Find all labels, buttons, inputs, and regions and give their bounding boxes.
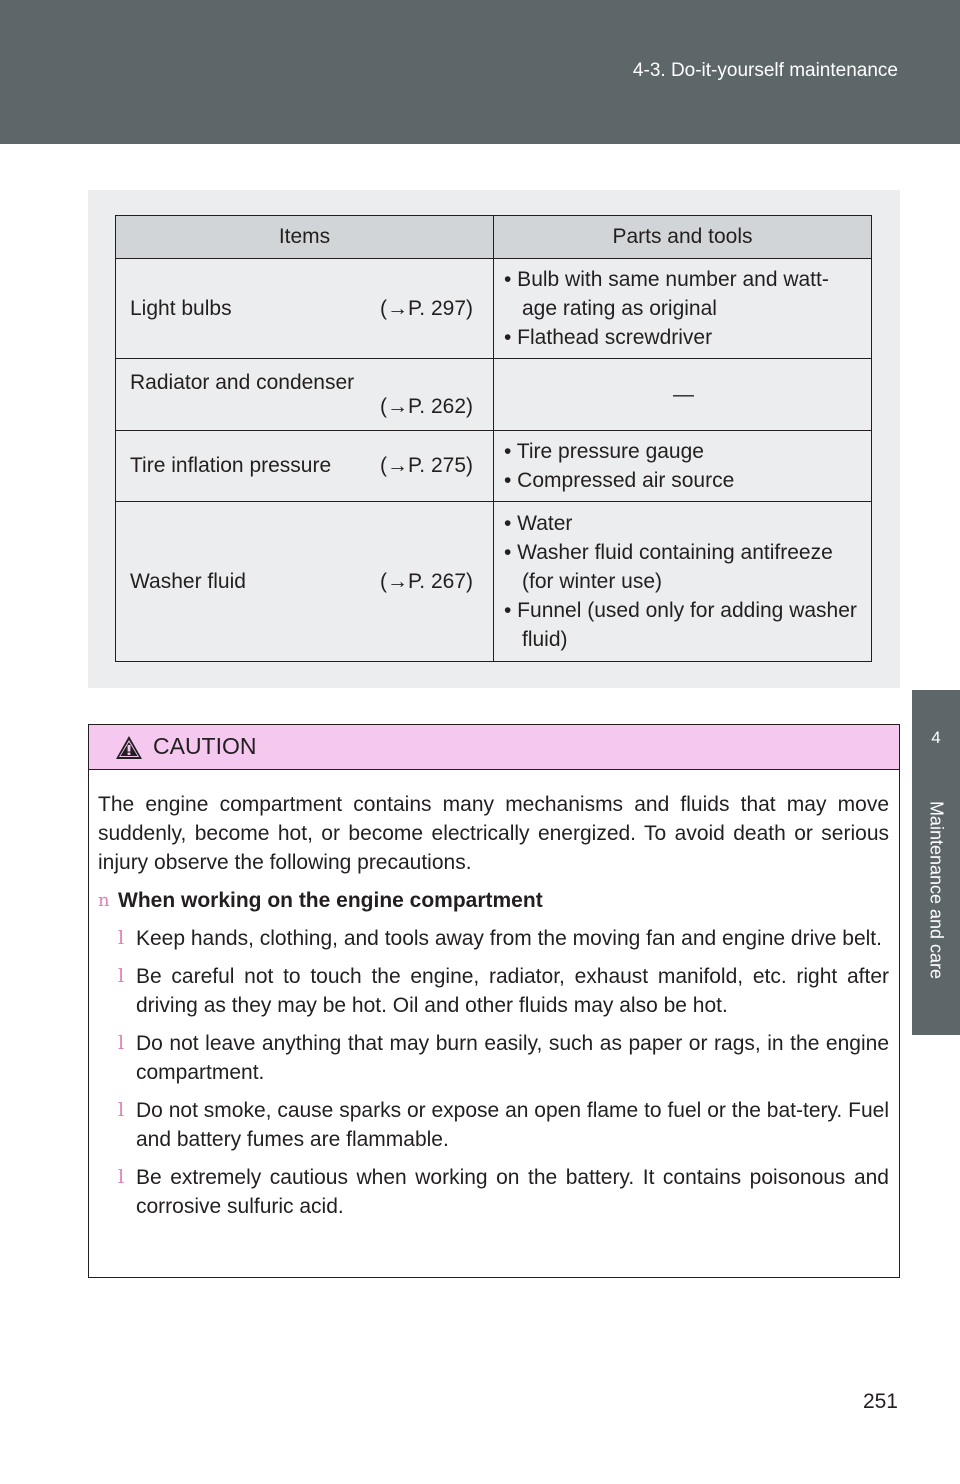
item-bullet-icon: l xyxy=(118,965,125,987)
caution-body xyxy=(89,770,899,1221)
page-reference: (→P. 267) xyxy=(380,569,473,593)
page-number: 251 xyxy=(862,1390,898,1413)
page-reference: (→P. 297) xyxy=(380,296,473,320)
caution-item-text: Be extremely cautious when working on the battery. It contains poisonous and corrosive sulfuric acid. xyxy=(136,1166,889,1218)
item-bullet-icon: l xyxy=(118,1099,125,1121)
item-cell xyxy=(116,431,494,502)
caution-item-text: Do not smoke, cause sparks or expose an open flame to fuel or the bat-tery. Fuel and battery fumes are flammable. xyxy=(136,1099,889,1151)
caution-box xyxy=(88,724,900,1278)
warning-triangle-icon xyxy=(114,734,144,766)
table-header-row xyxy=(116,216,872,259)
caution-header xyxy=(89,725,899,770)
section-bullet-icon: n xyxy=(98,890,110,911)
column-header-parts: Parts and tools xyxy=(494,216,872,259)
caution-item xyxy=(98,1029,889,1087)
caution-intro: The engine compartment contains many mechanisms and fluids that may move suddenly, become hot, or become electrically energized. To avoid death or serious injury observe the following precautions. xyxy=(98,793,889,874)
item-bullet-icon: l xyxy=(118,927,125,949)
page-reference: (→P. 275) xyxy=(380,454,473,477)
tool-item: • Funnel (used only for adding washer fluid) xyxy=(504,599,857,651)
caution-item xyxy=(98,1163,889,1221)
tools-cell xyxy=(494,502,872,662)
tool-item: • Bulb with same number and watt-age rating as original xyxy=(504,268,829,320)
tools-cell xyxy=(494,359,872,431)
table-row xyxy=(116,431,872,502)
caution-item-text: Be careful not to touch the engine, radiator, exhaust manifold, etc. right after driving as they may be hot. Oil and other fluids may also be hot. xyxy=(136,965,889,1017)
item-bullet-icon: l xyxy=(118,1032,125,1054)
page-header xyxy=(0,0,960,144)
caution-item xyxy=(98,962,889,1020)
chapter-side-tab xyxy=(912,690,960,1035)
tools-cell xyxy=(494,431,872,502)
caution-item xyxy=(98,1096,889,1154)
tools-cell xyxy=(494,259,872,359)
chapter-label: Maintenance and care xyxy=(926,800,947,980)
table-row xyxy=(116,259,872,359)
item-cell xyxy=(116,359,494,431)
caution-item-text: Do not leave anything that may burn easily, such as paper or rags, in the engine compartment. xyxy=(136,1032,889,1084)
parts-table-panel xyxy=(88,190,900,688)
tool-item: • Compressed air source xyxy=(504,469,735,492)
item-bullet-icon: l xyxy=(118,1166,125,1188)
caution-section-title: When working on the engine compartment xyxy=(118,889,543,912)
caution-item-text: Keep hands, clothing, and tools away from the moving fan and engine drive belt. xyxy=(136,927,882,950)
caution-title: CAUTION xyxy=(153,733,257,759)
column-header-items: Items xyxy=(116,216,494,259)
tool-item: • Washer fluid containing antifreeze (for winter use) xyxy=(504,541,833,593)
page-reference: (→P. 262) xyxy=(380,394,473,418)
caution-section xyxy=(98,886,889,915)
chapter-number: 4 xyxy=(931,728,941,747)
item-cell xyxy=(116,259,494,359)
table-row xyxy=(116,502,872,662)
parts-table xyxy=(115,215,872,662)
tool-item: • Flathead screwdriver xyxy=(504,326,713,349)
tool-item: • Tire pressure gauge xyxy=(504,440,704,463)
item-name: Radiator and condenser xyxy=(130,370,355,394)
item-name: Washer fluid xyxy=(130,569,246,593)
tool-item: — xyxy=(673,383,694,406)
item-name: Light bulbs xyxy=(130,296,232,320)
item-cell xyxy=(116,502,494,662)
tool-item: • Water xyxy=(504,512,573,535)
section-title: 4-3. Do-it-yourself maintenance xyxy=(632,60,898,81)
item-name: Tire inflation pressure xyxy=(130,454,332,477)
caution-item xyxy=(98,924,889,953)
table-row xyxy=(116,359,872,431)
